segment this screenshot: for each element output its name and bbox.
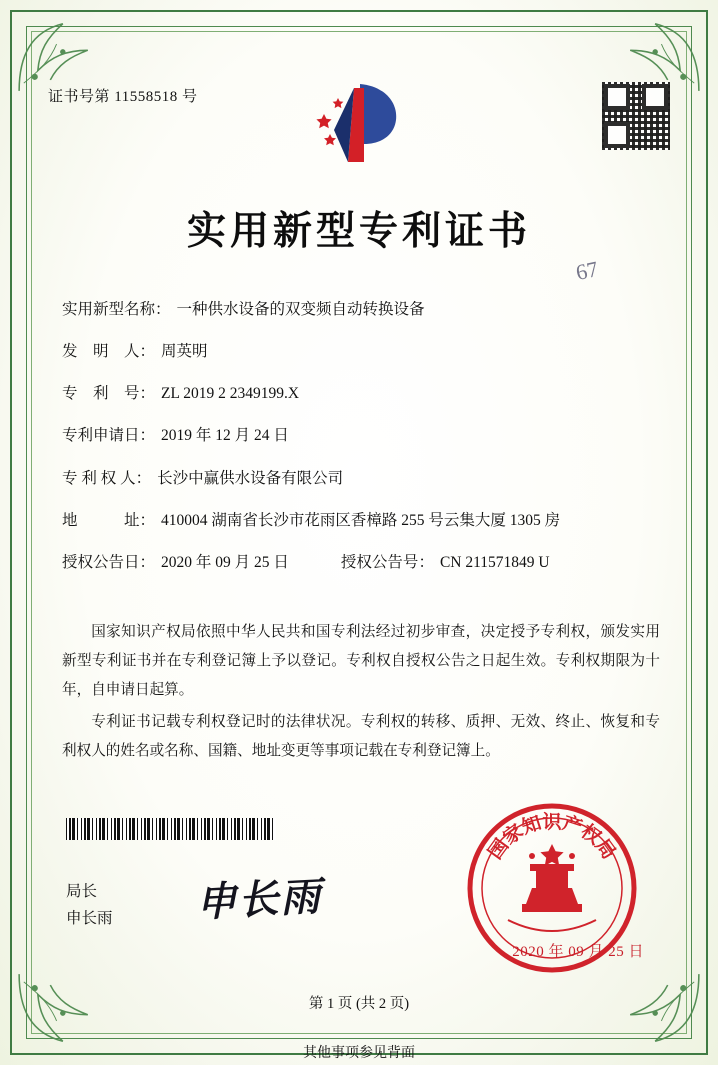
svg-text:识: 识	[542, 811, 562, 833]
field-label: 地 址	[62, 511, 140, 529]
field-value-patent-number: ZL 2019 2 2349199.X	[161, 385, 300, 403]
svg-text:局: 局	[590, 835, 620, 864]
field-colon: ：	[139, 553, 156, 571]
field-colon: ：	[139, 511, 156, 529]
qr-code-icon	[602, 82, 670, 150]
seal-date: 2020 年 09 月 25 日	[512, 944, 644, 960]
field-row	[62, 469, 662, 489]
field-value-grant-date: 2020 年 09 月 25 日	[161, 553, 289, 571]
field-label: 授权公告日	[62, 553, 140, 571]
signature-name-label: 申长雨	[66, 910, 113, 928]
corner-ornament-icon	[16, 16, 94, 94]
field-label: 发 明 人	[62, 343, 140, 361]
field-colon: ：	[139, 427, 156, 445]
field-row	[62, 384, 662, 404]
barcode-icon	[66, 818, 276, 840]
handwritten-signature: 申长雨	[195, 872, 324, 927]
field-label: 专 利 权 人	[62, 469, 136, 487]
field-row	[62, 342, 662, 362]
field-value-patentee: 长沙中赢供水设备有限公司	[157, 469, 344, 487]
field-value-inventor: 周英明	[161, 343, 208, 361]
field-colon: ：	[135, 469, 152, 487]
paragraph: 国家知识产权局依照中华人民共和国专利法经过初步审查，决定授予专利权，颁发实用新型专利证书并在专利登记簿上予以登记。专利权自授权公告之日起生效。专利权期限为十年，自申请日起算。	[62, 624, 660, 699]
field-colon: ：	[139, 343, 156, 361]
field-value-application-date: 2019 年 12 月 24 日	[161, 427, 289, 445]
page-title: 实用新型专利证书	[186, 208, 531, 254]
field-colon: ：	[139, 385, 156, 403]
field-label: 专 利 号	[62, 385, 140, 403]
field-label-grant-number: 授权公告号	[340, 553, 419, 571]
svg-text:国: 国	[484, 835, 514, 864]
field-colon: ：	[418, 553, 434, 571]
svg-text:权: 权	[576, 820, 605, 850]
field-label: 专利申请日	[62, 427, 140, 445]
field-value-address: 410004 湖南省长沙市花雨区香樟路 255 号云集大厦 1305 房	[161, 511, 561, 529]
svg-text:知: 知	[519, 811, 545, 839]
cnipa-logo-icon	[304, 78, 414, 170]
signature-block	[66, 878, 113, 932]
signature-title-label: 局长	[66, 883, 98, 900]
field-row-grant	[62, 553, 662, 573]
field-value-grant-number: CN 211571849 U	[439, 553, 550, 571]
certificate-fields	[62, 300, 662, 595]
handwritten-mark: 67	[573, 255, 601, 286]
svg-text:产: 产	[559, 811, 585, 839]
field-row	[62, 300, 662, 320]
field-value-utility-model-name: 一种供水设备的双变频自动转换设备	[176, 301, 425, 318]
page-number: 第 1 页 (共 2 页)	[308, 996, 410, 1012]
certificate-body-text	[62, 618, 660, 768]
field-colon: ：	[155, 301, 171, 318]
field-label: 实用新型名称	[62, 301, 156, 318]
certificate-number: 证书号第 11558518 号	[48, 89, 198, 105]
field-row	[62, 511, 662, 531]
footer-note: 其他事项参见背面	[303, 1046, 415, 1061]
field-row	[62, 426, 662, 446]
svg-text:家: 家	[499, 820, 528, 850]
paragraph: 专利证书记载专利权登记时的法律状况。专利权的转移、质押、无效、终止、恢复和专利权人的姓名或名称、国籍、地址变更等事项记载在专利登记簿上。	[62, 713, 660, 759]
